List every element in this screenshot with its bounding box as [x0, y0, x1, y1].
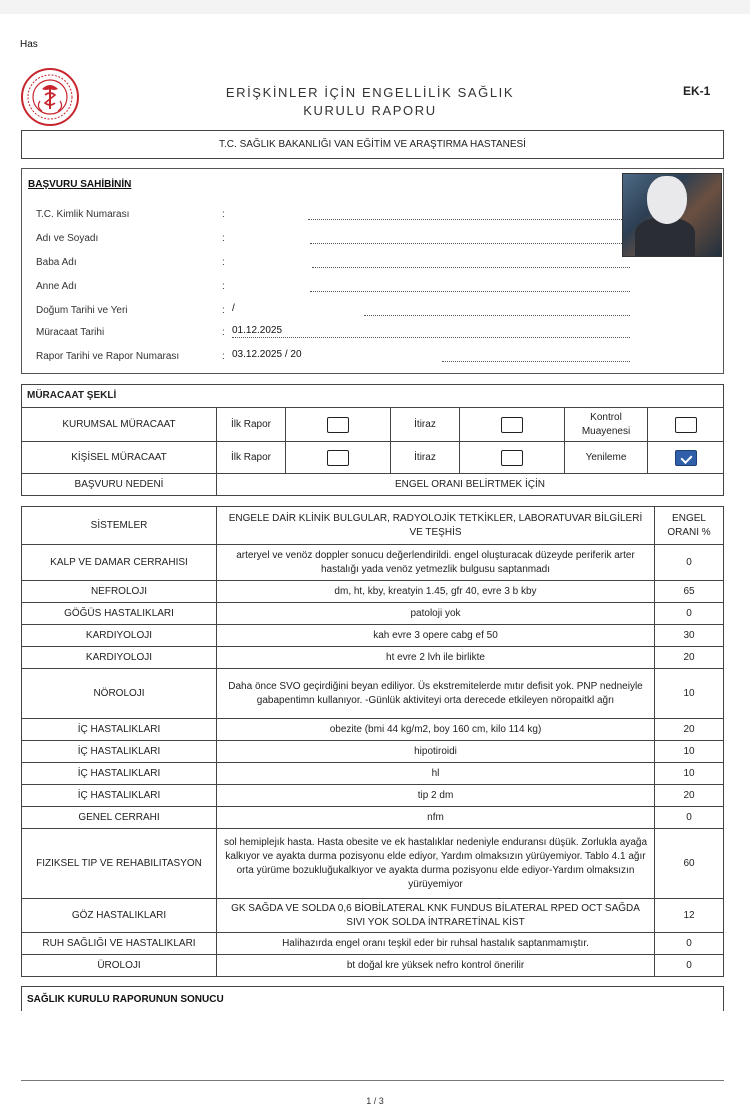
- table-row: [22, 408, 724, 442]
- result-section: [21, 986, 724, 1012]
- table-row: [22, 647, 724, 669]
- table-header-row: [22, 507, 724, 545]
- report-title-line2: KURULU RAPORU: [303, 103, 437, 118]
- system-cell: GÖZ HASTALIKLARI: [22, 899, 217, 933]
- table-row: [22, 933, 724, 955]
- field-label: Müracaat Tarihi: [36, 327, 105, 338]
- rate-cell: 30: [655, 625, 724, 647]
- field-application-date: Müracaat Tarihi : 01.12.2025: [36, 327, 626, 341]
- findings-cell: hl: [217, 763, 655, 785]
- checkbox-institutional-first-report[interactable]: [327, 417, 349, 433]
- table-row: [22, 625, 724, 647]
- footer-divider: [21, 1080, 724, 1081]
- table-row: [22, 669, 724, 719]
- field-value: 01.12.2025: [232, 325, 283, 336]
- column-header-findings: ENGELE DAİR KLİNİK BULGULAR, RADYOLOJİK TETKİKLER, LABORATUVAR BİLGİLERİ VE TEŞHİS: [217, 507, 655, 545]
- system-cell: FIZIKSEL TIP VE REHABILITASYON: [22, 829, 217, 899]
- form-code: EK-1: [683, 84, 711, 98]
- system-cell: KARDIYOLOJI: [22, 647, 217, 669]
- field-name: Adı ve Soyadı :: [36, 233, 626, 247]
- findings-cell: bt doğal kre yüksek nefro kontrol önerilir: [217, 955, 655, 977]
- systems-table: [21, 506, 724, 977]
- application-type: KİŞİSEL MÜRACAAT: [22, 442, 217, 474]
- findings-cell: sol hemiplejık hasta. Hasta obesite ve ek hastalıklar nedeniyle enduransı düşük. Zorlukla ayağa kalkıyor ve ayakta durma pozisyonu elde ediyor, Yardım olmaksızın yürüyemiyor. Tablo 4.1 ağır orta yürüme bozukluğukalkıyor ve ayakta durma pozisyonu elde ediyor-Yardım olmaksızın yürüyemiyor: [217, 829, 655, 899]
- option-label: İtiraz: [391, 442, 460, 474]
- table-row: [22, 899, 724, 933]
- field-label: Rapor Tarihi ve Rapor Numarası: [36, 351, 180, 362]
- option-label: Yenileme: [565, 442, 648, 474]
- findings-cell: Daha önce SVO geçirdiğini beyan ediliyor. Üs ekstremitelerde mıtır defisit yok. PNP nedneiyle gabapentimn kullanıyor. -Günlük aktiviteyi orta derecede etkileyen nöropaitkl ağrı: [217, 669, 655, 719]
- option-label: İtiraz: [391, 408, 460, 442]
- rate-cell: 65: [655, 581, 724, 603]
- system-cell: NÖROLOJI: [22, 669, 217, 719]
- findings-cell: patoloji yok: [217, 603, 655, 625]
- system-cell: NEFROLOJI: [22, 581, 217, 603]
- applicant-section-title: BAŞVURU SAHİBİNİN: [28, 179, 132, 190]
- field-value: /: [232, 303, 235, 314]
- system-cell: GENEL CERRAHI: [22, 807, 217, 829]
- rate-cell: 20: [655, 785, 724, 807]
- system-cell: RUH SAĞLIĞI VE HASTALIKLARI: [22, 933, 217, 955]
- hospital-name: T.C. SAĞLIK BAKANLIĞI VAN EĞİTİM VE ARAŞTIRMA HASTANESİ: [21, 130, 724, 159]
- field-label: Baba Adı: [36, 257, 77, 268]
- table-row: [22, 829, 724, 899]
- findings-cell: arteryel ve venöz doppler sonucu değerlendirildi. engel oluşturacak düzeyde periferik arter hastalığı yada venöz yetmezlik bulgusu saptanmadı: [217, 545, 655, 581]
- rate-cell: 10: [655, 741, 724, 763]
- findings-cell: ht evre 2 lvh ile birlikte: [217, 647, 655, 669]
- findings-cell: obezite (bmi 44 kg/m2, boy 160 cm, kilo 114 kg): [217, 719, 655, 741]
- checkbox-personal-first-report[interactable]: [327, 450, 349, 466]
- system-cell: ÜROLOJI: [22, 955, 217, 977]
- table-row: [22, 545, 724, 581]
- field-label: T.C. Kimlik Numarası: [36, 209, 130, 220]
- application-type: KURUMSAL MÜRACAAT: [22, 408, 217, 442]
- table-row: [22, 581, 724, 603]
- field-birth: Doğum Tarihi ve Yeri : /: [36, 305, 626, 319]
- findings-cell: GK SAĞDA VE SOLDA 0,6 BİOBİLATERAL KNK FUNDUS BİLATERAL RPED OCT SAĞDA SIVI YOK SOLDA İNTRARETİNAL KİST: [217, 899, 655, 933]
- system-cell: İÇ HASTALIKLARI: [22, 719, 217, 741]
- application-section-title: MÜRACAAT ŞEKLİ: [22, 385, 724, 408]
- report-title: [200, 84, 540, 120]
- systems-body: [22, 545, 724, 977]
- rate-cell: 0: [655, 807, 724, 829]
- field-label: Doğum Tarihi ve Yeri: [36, 305, 128, 316]
- findings-cell: dm, ht, kby, kreatyin 1.45, gfr 40, evre 3 b kby: [217, 581, 655, 603]
- field-label: Anne Adı: [36, 281, 77, 292]
- table-row: [22, 719, 724, 741]
- system-cell: KALP VE DAMAR CERRAHISI: [22, 545, 217, 581]
- option-label: İlk Rapor: [217, 408, 286, 442]
- rate-cell: 10: [655, 763, 724, 785]
- findings-cell: Halihazırda engel oranı teşkil eder bir ruhsal hastalık saptanmamıştır.: [217, 933, 655, 955]
- report-title-line1: ERİŞKİNLER İÇİN ENGELLİLİK SAĞLIK: [225, 85, 515, 100]
- field-label: Adı ve Soyadı: [36, 233, 99, 244]
- findings-cell: hipotiroidi: [217, 741, 655, 763]
- system-cell: İÇ HASTALIKLARI: [22, 741, 217, 763]
- result-section-title: SAĞLIK KURULU RAPORUNUN SONUCU: [27, 994, 224, 1005]
- findings-cell: kah evre 3 opere cabg ef 50: [217, 625, 655, 647]
- rate-cell: 0: [655, 955, 724, 977]
- checkbox-personal-renewal[interactable]: [675, 450, 697, 466]
- field-value: 03.12.2025 / 20: [232, 349, 302, 360]
- system-cell: İÇ HASTALIKLARI: [22, 763, 217, 785]
- rate-cell: 0: [655, 545, 724, 581]
- rate-cell: 12: [655, 899, 724, 933]
- reason-value: ENGEL ORANI BELİRTMEK İÇİN: [217, 474, 724, 496]
- option-label: Kontrol Muayenesi: [565, 408, 648, 442]
- table-row: [22, 955, 724, 977]
- applicant-section: [21, 168, 724, 374]
- field-tc-kimlik: T.C. Kimlik Numarası :: [36, 209, 626, 223]
- system-cell: İÇ HASTALIKLARI: [22, 785, 217, 807]
- table-row: [22, 603, 724, 625]
- ministry-logo-icon: [20, 67, 80, 127]
- rate-cell: 20: [655, 719, 724, 741]
- system-cell: GÖĞÜS HASTALIKLARI: [22, 603, 217, 625]
- column-header-system: SİSTEMLER: [22, 507, 217, 545]
- checkbox-institutional-control[interactable]: [675, 417, 697, 433]
- column-header-rate: ENGEL ORANI %: [655, 507, 724, 545]
- table-row: [22, 442, 724, 474]
- rate-cell: 0: [655, 603, 724, 625]
- table-row: [22, 741, 724, 763]
- table-row: [22, 807, 724, 829]
- table-row: [22, 474, 724, 496]
- system-cell: KARDIYOLOJI: [22, 625, 217, 647]
- top-band: [0, 0, 750, 14]
- checkbox-institutional-objection[interactable]: [501, 417, 523, 433]
- option-label: İlk Rapor: [217, 442, 286, 474]
- findings-cell: tip 2 dm: [217, 785, 655, 807]
- rate-cell: 0: [655, 933, 724, 955]
- rate-cell: 20: [655, 647, 724, 669]
- rate-cell: 10: [655, 669, 724, 719]
- table-row: [22, 785, 724, 807]
- table-row: [22, 763, 724, 785]
- applicant-photo: [622, 173, 722, 257]
- reason-label: BAŞVURU NEDENİ: [22, 474, 217, 496]
- field-report-date-number: Rapor Tarihi ve Rapor Numarası : 03.12.2025 / 20: [36, 351, 626, 365]
- page-number: 1 / 3: [366, 1096, 384, 1106]
- findings-cell: nfm: [217, 807, 655, 829]
- application-table: [21, 384, 724, 496]
- field-mother-name: Anne Adı :: [36, 281, 626, 295]
- rate-cell: 60: [655, 829, 724, 899]
- field-father-name: Baba Adı :: [36, 257, 626, 271]
- checkbox-personal-objection[interactable]: [501, 450, 523, 466]
- header-small-text: Has: [20, 39, 38, 50]
